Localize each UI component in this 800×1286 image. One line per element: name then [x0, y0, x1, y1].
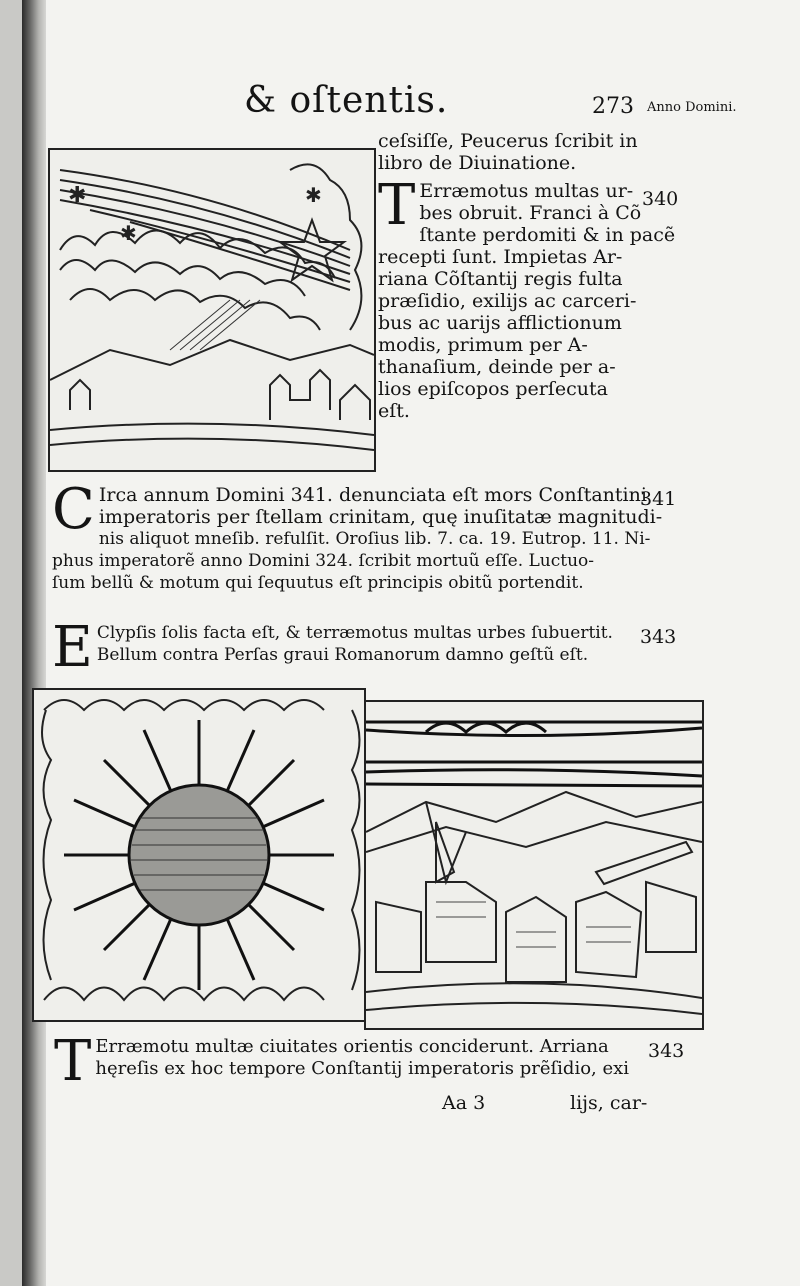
- running-head: & oſtentis.: [244, 80, 449, 121]
- text-line: Bellum contra Perſas graui Romanorum damno geſtũ eſt.: [96, 645, 589, 665]
- svg-text:✱: ✱: [120, 221, 137, 245]
- entry-343-eclipse: [52, 615, 640, 680]
- woodcut-sun-illustration: [32, 688, 366, 1022]
- woodcut-earthquake-illustration: [364, 700, 704, 1030]
- drop-cap: E: [52, 615, 93, 680]
- margin-note-anno-domini: Anno Domini.: [647, 100, 737, 115]
- sun-woodcut-svg: [34, 690, 364, 1020]
- entry-343-earthquake: [54, 1029, 644, 1094]
- svg-text:✱: ✱: [68, 183, 87, 208]
- text-line: Clypſis ſolis facta eſt, & terræmotus multas urbes ſubuertit.: [96, 623, 613, 643]
- drop-cap: C: [52, 477, 95, 542]
- text-line: modis, primum per A-: [378, 334, 588, 356]
- woodcut-comet-illustration: [48, 148, 376, 472]
- text-line: bus ac uarijs afflictionum: [378, 312, 622, 334]
- page-number: 273: [592, 94, 634, 119]
- text-line: ſtante perdomiti & in pacẽ: [419, 224, 676, 246]
- margin-year-341: 341: [640, 488, 677, 510]
- text-line: Irca annum Domini 341. denunciata eſt mors Conſtantini: [98, 484, 647, 506]
- margin-year-340: 340: [642, 188, 679, 210]
- text-line: hęreſis ex hoc tempore Conſtantij imperatoris prẽſidio, exi: [95, 1058, 630, 1079]
- entry-341: [52, 477, 663, 594]
- text-line: imperatoris per ſtellam crinitam, quę inuſitatæ magnitudi-: [98, 506, 663, 528]
- text-line: phus imperatorẽ anno Domini 324. ſcribit mortuũ eſſe. Luctuo-: [52, 551, 595, 571]
- margin-year-343: 343: [640, 626, 677, 648]
- text-line: libro de Diuinatione.: [378, 152, 577, 174]
- comet-woodcut-svg: [50, 150, 374, 470]
- text-line: lios epiſcopos perſecuta: [378, 378, 608, 400]
- text-line: riana Cõſtantij regis fulta: [378, 268, 623, 290]
- drop-cap: T: [378, 173, 416, 238]
- margin-year-343: 343: [648, 1040, 685, 1062]
- continuation-text: [378, 130, 638, 174]
- page-gutter-shadow: [22, 0, 46, 1286]
- svg-text:✱: ✱: [305, 183, 322, 207]
- text-line: recepti ſunt. Impietas Ar-: [378, 246, 623, 268]
- text-line: thanaſium, deinde per a-: [378, 356, 616, 378]
- text-line: ceſsiſſe, Peucerus ſcribit in: [378, 130, 638, 152]
- signature-mark: Aa 3: [442, 1092, 486, 1114]
- earthquake-woodcut-svg: [366, 702, 702, 1028]
- text-line: Erræmotu multæ ciuitates orientis conciderunt. Arriana: [95, 1036, 609, 1057]
- catchword: lijs, car-: [570, 1092, 648, 1114]
- text-line: bes obruit. Franci à Cõ: [419, 202, 642, 224]
- text-line: præſidio, exilijs ac carceri-: [378, 290, 637, 312]
- text-line: nis aliquot mneſib. refulſit. Oroſius lib. 7. ca. 19. Eutrop. 11. Ni-: [98, 529, 651, 549]
- book-page: [22, 0, 800, 1286]
- text-line: Erræmotus multas ur-: [419, 180, 634, 202]
- drop-cap: T: [54, 1029, 92, 1094]
- text-line: ſum bellũ & motum qui ſequutus eſt principis obitũ portendit.: [52, 573, 584, 593]
- text-line: eſt.: [378, 400, 410, 422]
